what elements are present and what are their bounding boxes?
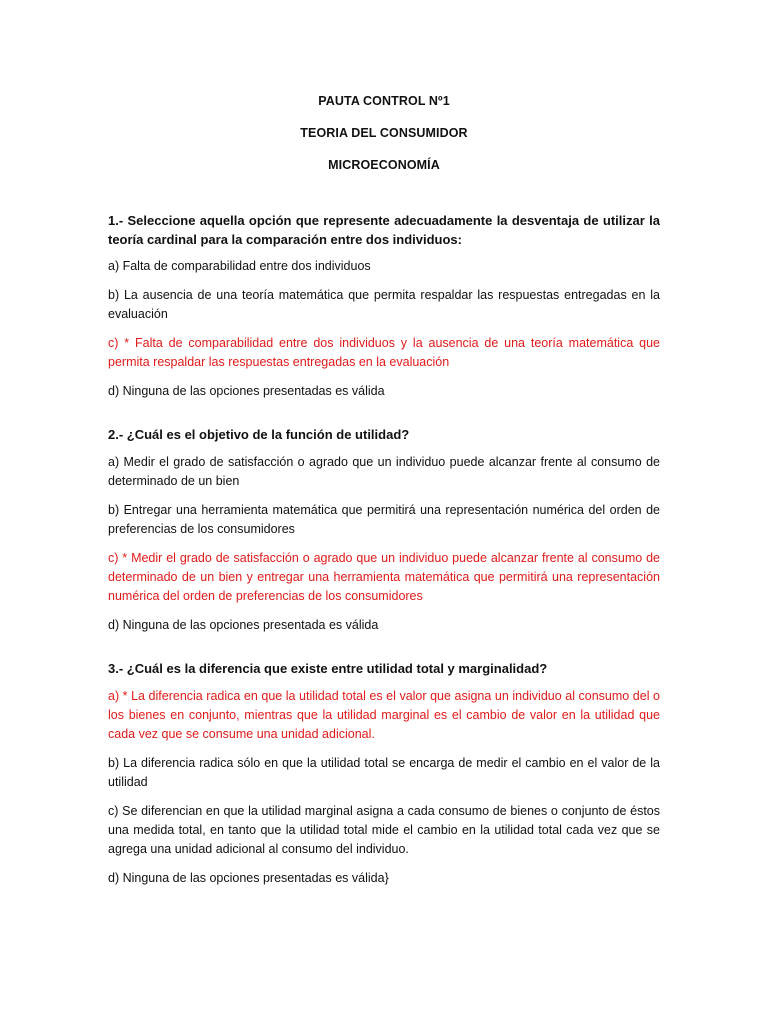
question-3-option-a-correct: a) * La diferencia radica en que la utilidad total es el valor que asigna un individuo al consumo del o los bienes en conjunto, mientras que la utilidad marginal es el cambio de valor en la utilidad que cada vez que se consume una unidad adicional. [108, 689, 660, 741]
question-2 [108, 425, 660, 635]
header-subtitle: TEORIA DEL CONSUMIDOR [300, 126, 468, 140]
question-3 [108, 659, 660, 888]
question-2-option-c-correct: c) * Medir el grado de satisfacción o agrado que un individuo puede alcanzar frente al consumo de determinado de un bien y entregar una herramienta matemática que permitirá una representación numérica del orden de preferencias de los consumidores [108, 551, 660, 603]
question-2-text: 2.- ¿Cuál es el objetivo de la función de utilidad? [108, 427, 410, 442]
question-1-text: 1.- Seleccione aquella opción que represente adecuadamente la desventaja de utilizar la teoría cardinal para la comparación entre dos individuos: [108, 213, 660, 247]
question-2-option-d: d) Ninguna de las opciones presentada es válida [108, 618, 379, 632]
question-1-option-c-correct: c) * Falta de comparabilidad entre dos individuos y la ausencia de una teoría matemática que permita respaldar las respuestas entregadas en la evaluación [108, 336, 660, 369]
document-header [108, 93, 660, 173]
question-2-option-b: b) Entregar una herramienta matemática que permitirá una representación numérica del orden de preferencias de los consumidores [108, 503, 660, 536]
header-course: MICROECONOMÍA [328, 158, 440, 172]
question-1 [108, 211, 660, 401]
header-title: PAUTA CONTROL Nº1 [318, 94, 450, 108]
question-3-text: 3.- ¿Cuál es la diferencia que existe entre utilidad total y marginalidad? [108, 661, 548, 676]
question-3-option-b: b) La diferencia radica sólo en que la utilidad total se encarga de medir el cambio en el valor de la utilidad [108, 756, 660, 789]
question-1-option-d: d) Ninguna de las opciones presentadas es válida [108, 384, 385, 398]
question-3-option-c: c) Se diferencian en que la utilidad marginal asigna a cada consumo de bienes o conjunto de éstos una medida total, en tanto que la utilidad total mide el cambio en la utilidad total cada vez que se agrega una unidad adicional al consumo del individuo. [108, 804, 660, 856]
question-1-option-b: b) La ausencia de una teoría matemática que permita respaldar las respuestas entregadas en la evaluación [108, 288, 660, 321]
question-3-option-d: d) Ninguna de las opciones presentadas es válida} [108, 871, 389, 885]
question-2-option-a: a) Medir el grado de satisfacción o agrado que un individuo puede alcanzar frente al consumo de determinado de un bien [108, 455, 660, 488]
question-1-option-a: a) Falta de comparabilidad entre dos individuos [108, 259, 371, 273]
